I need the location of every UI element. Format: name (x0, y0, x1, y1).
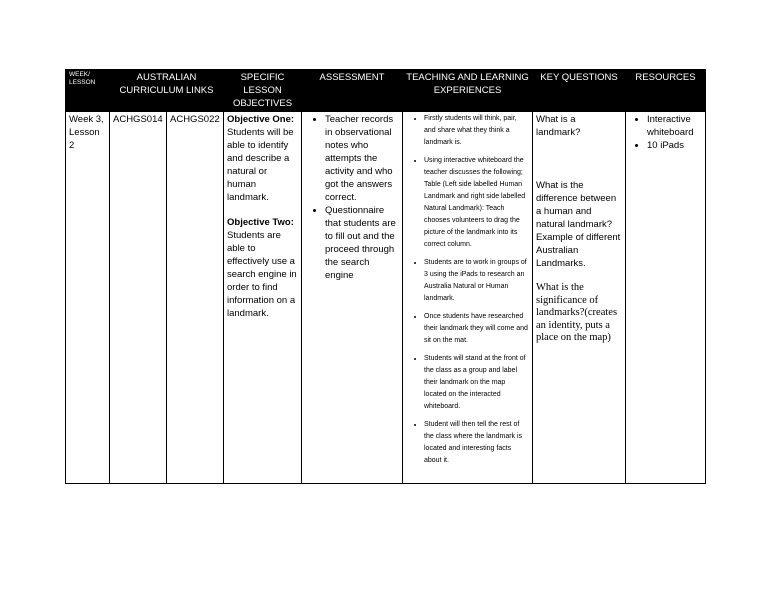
teaching-list (406, 113, 529, 467)
week-cell: Week 3, Lesson 2 (66, 112, 110, 484)
teaching-cell (403, 112, 533, 484)
header-row (66, 70, 706, 112)
header-objectives: SPECIFIC LESSON OBJECTIVES (224, 70, 302, 112)
list-item: • Firstly students will think, pair, and share what they think a landmark is. (424, 113, 529, 149)
list-item: • Students will stand at the front of the class as a group and label their landmark on the map located on the interacted whiteboard. (424, 353, 529, 413)
assessment-cell (302, 112, 403, 484)
resources-list (629, 113, 702, 152)
list-item: • Interactive whiteboard (647, 113, 702, 139)
key-questions-cell (533, 112, 626, 484)
list-item: • Students are to work in groups of 3 using the iPads to research an Australia Natural or Human landmark. (424, 257, 529, 305)
table-row (66, 112, 706, 484)
objectives-cell (224, 112, 302, 484)
list-item: • Student will then tell the rest of the class where the landmark is located and interesting facts about it. (424, 419, 529, 467)
list-item: • Using interactive whiteboard the teacher discusses the following; Table (Left side labelled Human Landmark and right side labelled Natural Landmark): Teach chooses volunteers to drag the picture of the landmark into its correct column. (424, 155, 529, 251)
list-item: • Teacher records in observational notes who attempts the activity and who got the answers correct. (325, 113, 399, 204)
header-week: WEEK/ LESSON (66, 70, 110, 112)
key-question-2: What is the difference between a human and natural landmark? Example of different Australian Landmarks. (536, 180, 621, 269)
objective-one-text: Students will be able to identify and describe a natural or human landmark. (227, 127, 294, 203)
resources-cell (626, 112, 706, 484)
header-teaching: TEACHING AND LEARNING EXPERIENCES (403, 70, 533, 112)
assessment-list (305, 113, 399, 282)
objective-one-heading: Objective One: (227, 114, 295, 125)
header-assessment: ASSESSMENT (302, 70, 403, 112)
header-curriculum: AUSTRALIAN CURRICULUM LINKS (110, 70, 224, 112)
header-resources: RESOURCES (626, 70, 706, 112)
header-questions: KEY QUESTIONS (533, 70, 626, 112)
list-item: • Questionnaire that students are to fill out and the proceed through the search engine (325, 204, 399, 282)
curriculum-code-1: ACHGS014 (110, 112, 167, 484)
list-item: • Once students have researched their landmark they will come and sit on the mat. (424, 311, 529, 347)
key-question-1: What is a landmark? (536, 114, 581, 138)
key-question-3: What is the significance of landmarks?(creates an identity, puts a place on the map) (536, 282, 618, 343)
curriculum-code-2: ACHGS022 (167, 112, 224, 484)
objective-two-text: Students are able to effectively use a search engine in order to find information on a landmark. (227, 230, 297, 319)
list-item: • 10 iPads (647, 139, 702, 152)
lesson-plan-table (65, 69, 706, 484)
objective-two-heading: Objective Two: (227, 217, 294, 228)
